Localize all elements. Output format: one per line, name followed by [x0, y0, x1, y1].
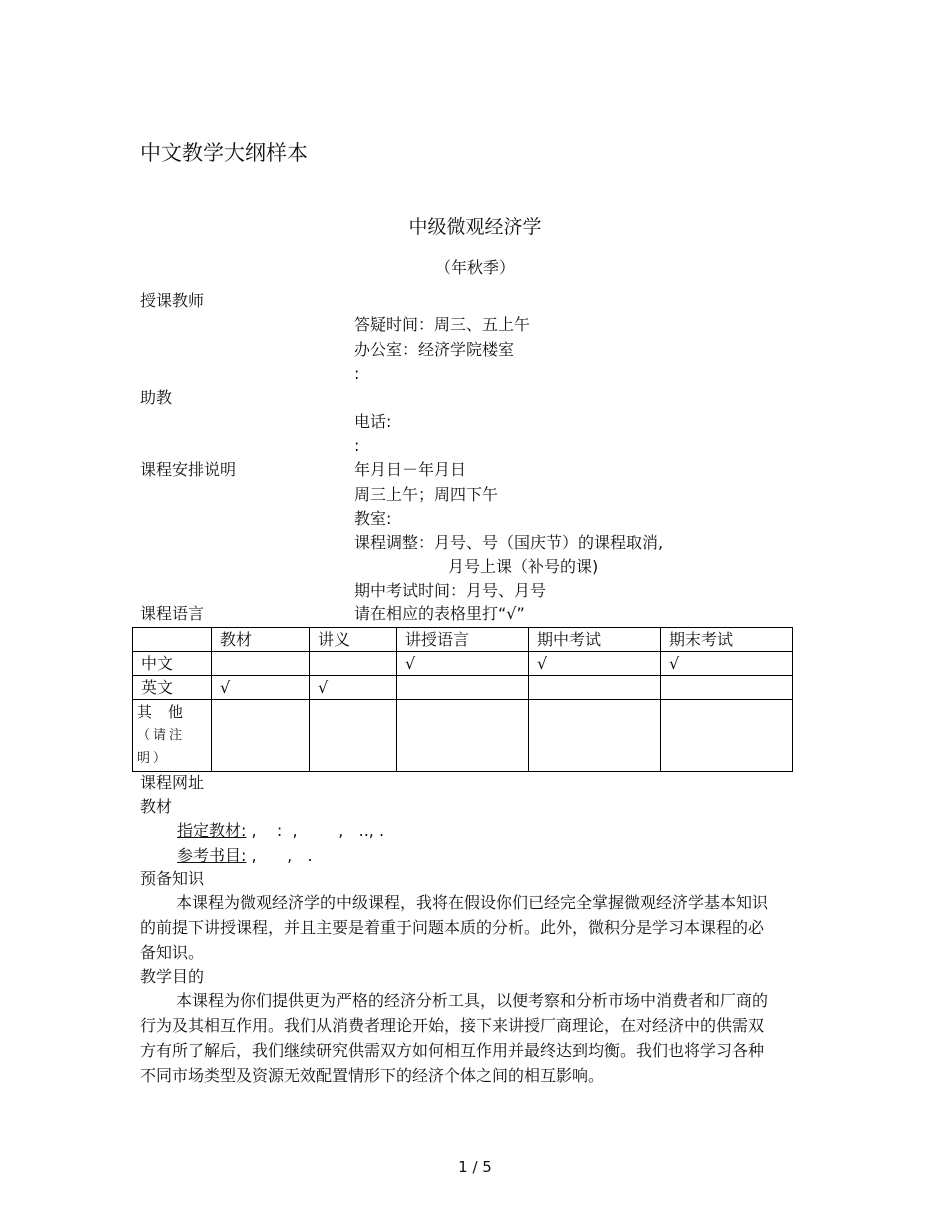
- other-note: 明）: [137, 751, 170, 766]
- table-cell: √: [310, 676, 397, 700]
- table-header-cell: [133, 628, 212, 652]
- language-table: [132, 627, 793, 772]
- assigned-textbook-label: 指定教材:: [177, 821, 247, 840]
- other-note: （请注: [137, 728, 186, 743]
- table-cell: [529, 676, 661, 700]
- teacher-label: 授课教师: [140, 291, 205, 310]
- language-label: 课程语言: [140, 604, 205, 623]
- table-cell: [661, 700, 793, 772]
- textbook-label: 教材: [140, 797, 173, 816]
- office-location: 办公室：经济学院楼室: [354, 340, 515, 359]
- goal-paragraph: 本课程为你们提供更为严格的经济分析工具，以便考察和分析市场中消费者和厂商的行为及其相互作用。我们从消费者理论开始，接下来讲授厂商理论，在对经济中的供需双方有所了解后，我们继续研究供需双方如何相互作用并最终达到均衡。我们也将学习各种不同市场类型及资源无效配置情形下的经济个体之间的相互影响。: [140, 991, 769, 1085]
- table-header-cell: 期末考试: [661, 628, 793, 652]
- table-cell: √: [212, 676, 310, 700]
- table-header-cell: 讲义: [310, 628, 397, 652]
- colon-line: :: [354, 436, 360, 455]
- table-cell: [212, 652, 310, 676]
- colon-line: :: [354, 364, 360, 383]
- language-hint: 请在相应的表格里打“√”: [354, 604, 525, 623]
- table-header-row: [133, 628, 793, 652]
- table-cell: 英文: [133, 676, 212, 700]
- office-hours: 答疑时间：周三、五上午: [354, 315, 531, 334]
- goal-label: 教学目的: [140, 967, 205, 986]
- course-title: 中级微观经济学: [408, 216, 542, 238]
- table-cell: √: [529, 652, 661, 676]
- reference-books-line: [177, 845, 313, 867]
- classroom: 教室:: [354, 509, 392, 528]
- ta-label: 助教: [140, 388, 173, 407]
- other-language-cell: [133, 700, 212, 772]
- page-number: 1 / 5: [458, 1158, 492, 1176]
- schedule-dates: 年月日－年月日: [354, 460, 467, 479]
- schedule-adjustment: 课程调整：月号、号（国庆节）的课程取消,: [354, 533, 664, 552]
- assigned-textbook-line: [177, 820, 384, 842]
- table-header-cell: 教材: [212, 628, 310, 652]
- schedule-label: 课程安排说明: [140, 460, 237, 479]
- assigned-textbook-details: , : , , .., .: [251, 821, 385, 840]
- document-title: 中文教学大纲样本: [140, 141, 308, 165]
- table-cell: 中文: [133, 652, 212, 676]
- prereq-paragraph: 本课程为微观经济学的中级课程，我将在假设你们已经完全掌握微观经济学基本知识的前提下讲授课程，并且主要是着重于问题本质的分析。此外，微积分是学习本课程的必备知识。: [140, 893, 769, 962]
- table-row: [133, 676, 793, 700]
- other-label: 其他: [137, 703, 200, 721]
- table-row: [133, 700, 793, 772]
- table-header-cell: 期中考试: [529, 628, 661, 652]
- midterm-time: 期中考试时间：月号、月号: [354, 581, 547, 600]
- table-cell: √: [397, 652, 529, 676]
- table-cell: [310, 652, 397, 676]
- reference-books-label: 参考书目:: [177, 846, 247, 865]
- phone-line: 电话:: [354, 412, 392, 431]
- table-cell: [397, 700, 529, 772]
- table-cell: [212, 700, 310, 772]
- table-cell: √: [661, 652, 793, 676]
- table-cell: [661, 676, 793, 700]
- prereq-label: 预备知识: [140, 869, 205, 888]
- reference-books-details: , , .: [251, 846, 313, 865]
- table-header-cell: 讲授语言: [397, 628, 529, 652]
- table-cell: [397, 676, 529, 700]
- schedule-days: 周三上午；周四下午: [354, 485, 499, 504]
- website-label: 课程网址: [140, 773, 205, 792]
- table-cell: [310, 700, 397, 772]
- table-cell: [529, 700, 661, 772]
- table-row: [133, 652, 793, 676]
- makeup-class: 月号上课（补号的课): [448, 557, 599, 576]
- term-label: （年秋季）: [434, 258, 515, 277]
